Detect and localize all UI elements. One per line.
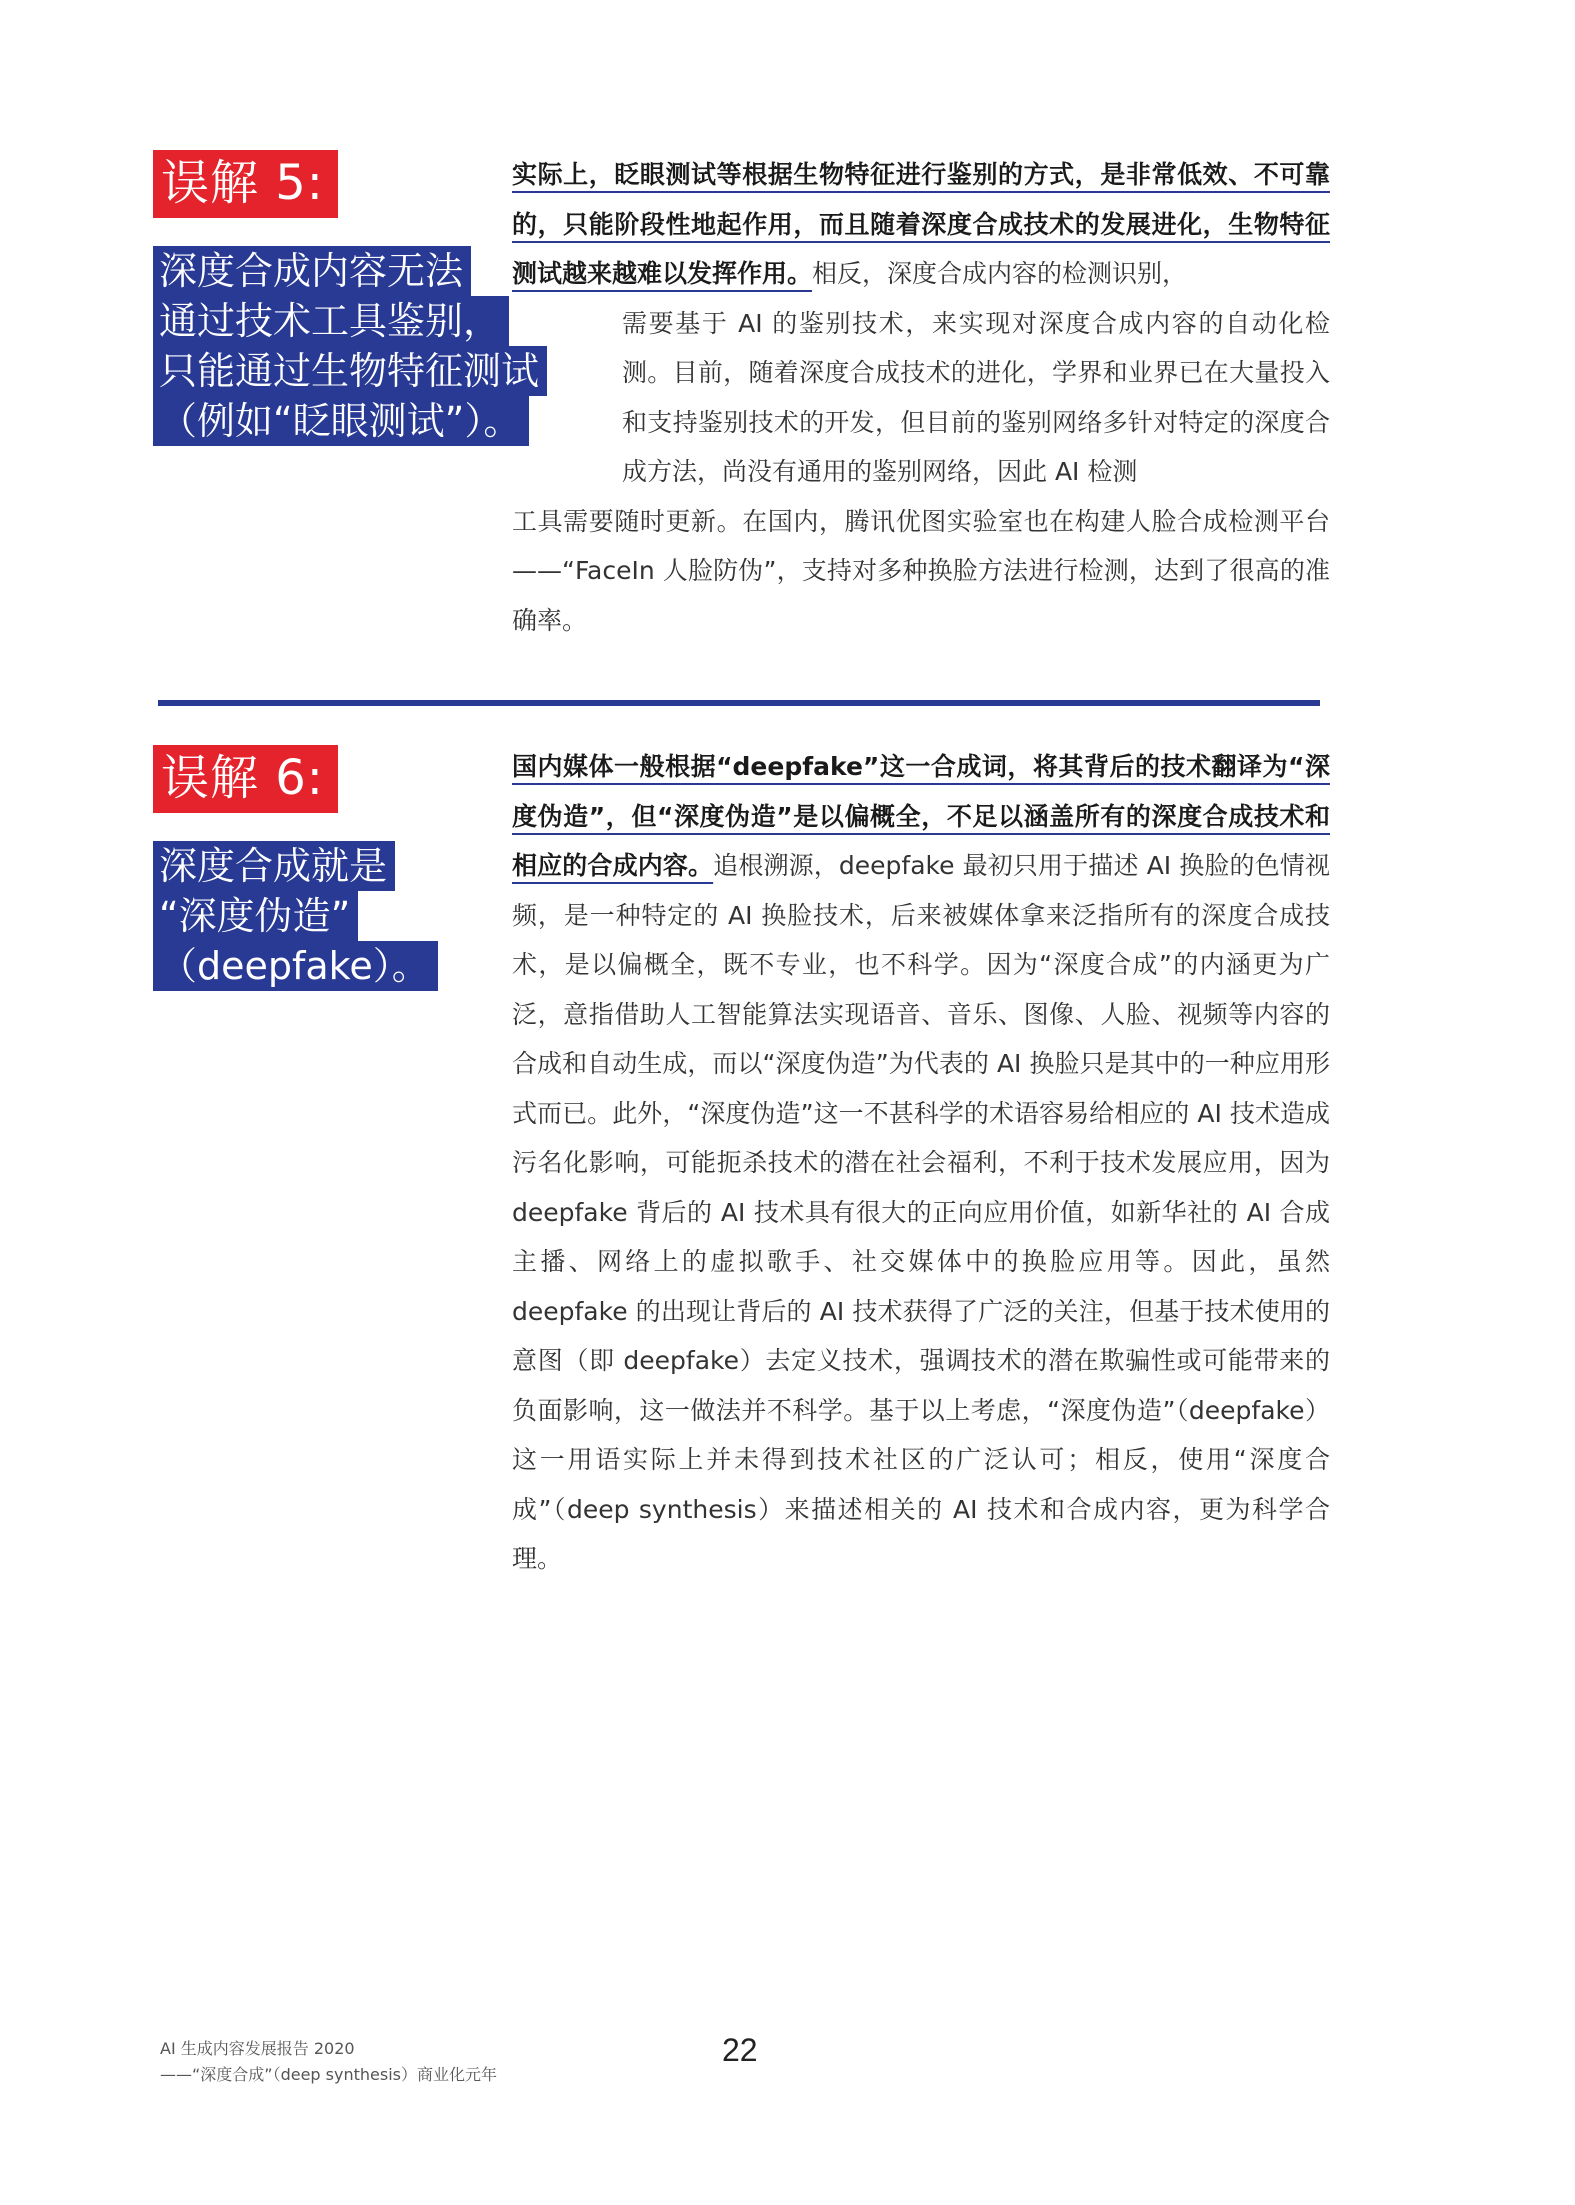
footer-subtitle: ——“深度合成”（deep synthesis）商业化元年: [160, 2065, 497, 2084]
myth-5-text-c: 工具需要随时更新。在国内，腾讯优图实验室也在构建人脸合成检测平台——“FaceIn 人脸防伪”，支持对多种换脸方法进行检测，达到了很高的准确率。: [512, 506, 1330, 635]
myth-5-label-block: [153, 150, 573, 446]
myth-5-body: [512, 150, 1330, 645]
myth-5-text-b: 需要基于 AI 的鉴别技术，来实现对深度合成内容的自动化检测。目前，随着深度合成技术的进化，学界和业界已在大量投入和支持鉴别技术的开发，但目前的鉴别网络多针对特定的深度合成方法，尚没有通用的鉴别网络，因此 AI 检测: [622, 308, 1330, 486]
myth-6-emphasis: 国内媒体一般根据“deepfake”这一合成词，将其背后的技术翻译为“深度伪造”，但“深度伪造”是以偏概全，不足以涵盖所有的深度合成技术和相应的合成内容。: [512, 752, 1330, 880]
footer-report-title: AI 生成内容发展报告 2020: [160, 2039, 355, 2058]
section-divider: [158, 700, 1320, 706]
myth-6-claim: [153, 841, 573, 991]
myth-6-tag: 误解 6:: [153, 745, 338, 813]
myth-5-tag: 误解 5:: [153, 150, 338, 218]
myth-5-claim: [153, 246, 573, 446]
page-footer: [160, 2036, 497, 2088]
myth-5-claim-line: 只能通过生物特征测试: [153, 346, 547, 396]
myth-6-body: [512, 742, 1330, 1584]
myth-5-claim-line: 深度合成内容无法: [153, 246, 471, 296]
page-number: 22: [722, 2032, 758, 2068]
myth-5-emphasis: 实际上，眨眼测试等根据生物特征进行鉴别的方式，是非常低效、不可靠的，只能阶段性地起作用，而且随着深度合成技术的发展进化，生物特征测试越来越难以发挥作用。: [512, 160, 1330, 288]
myth-6-claim-line: “深度伪造”: [153, 891, 358, 941]
myth-6-claim-line: 深度合成就是: [153, 841, 395, 891]
myth-6-text: 追根溯源，deepfake 最初只用于描述 AI 换脸的色情视频，是一种特定的 AI 换脸技术，后来被媒体拿来泛指所有的深度合成技术，是以偏概全，既不专业，也不科学。因为“深度合成”的内涵更为广泛，意指借助人工智能算法实现语音、音乐、图像、人脸、视频等内容的合成和自动生成，而以“深度伪造”为代表的 AI 换脸只是其中的一种应用形式而已。此外，“深度伪造”这一不甚科学的术语容易给相应的 AI 技术造成污名化影响，可能扼杀技术的潜在社会福利，不利于技术发展应用，因为 deepfake 背后的 AI 技术具有很大的正向应用价值，如新华社的 AI 合成主播、网络上的虚拟歌手、社交媒体中的换脸应用等。因此，虽然 deepfake 的出现让背后的 AI 技术获得了广泛的关注，但基于技术使用的意图（即 deepfake）去定义技术，强调技术的潜在欺骗性或可能带来的负面影响，这一做法并不科学。基于以上考虑，“深度伪造”（deepfake）这一用语实际上并未得到技术社区的广泛认可；相反，使用“深度合成”（deep synthesis）来描述相关的 AI 技术和合成内容，更为科学合理。: [512, 851, 1330, 1573]
myth-5-claim-line: 通过技术工具鉴别，: [153, 296, 509, 346]
myth-6-label-block: [153, 745, 573, 991]
myth-6-claim-line: （deepfake）。: [153, 941, 438, 991]
myth-5-text-a: 相反，深度合成内容的检测识别，: [812, 259, 1188, 288]
myth-5-claim-line: （例如“眨眼测试”）。: [153, 396, 529, 446]
